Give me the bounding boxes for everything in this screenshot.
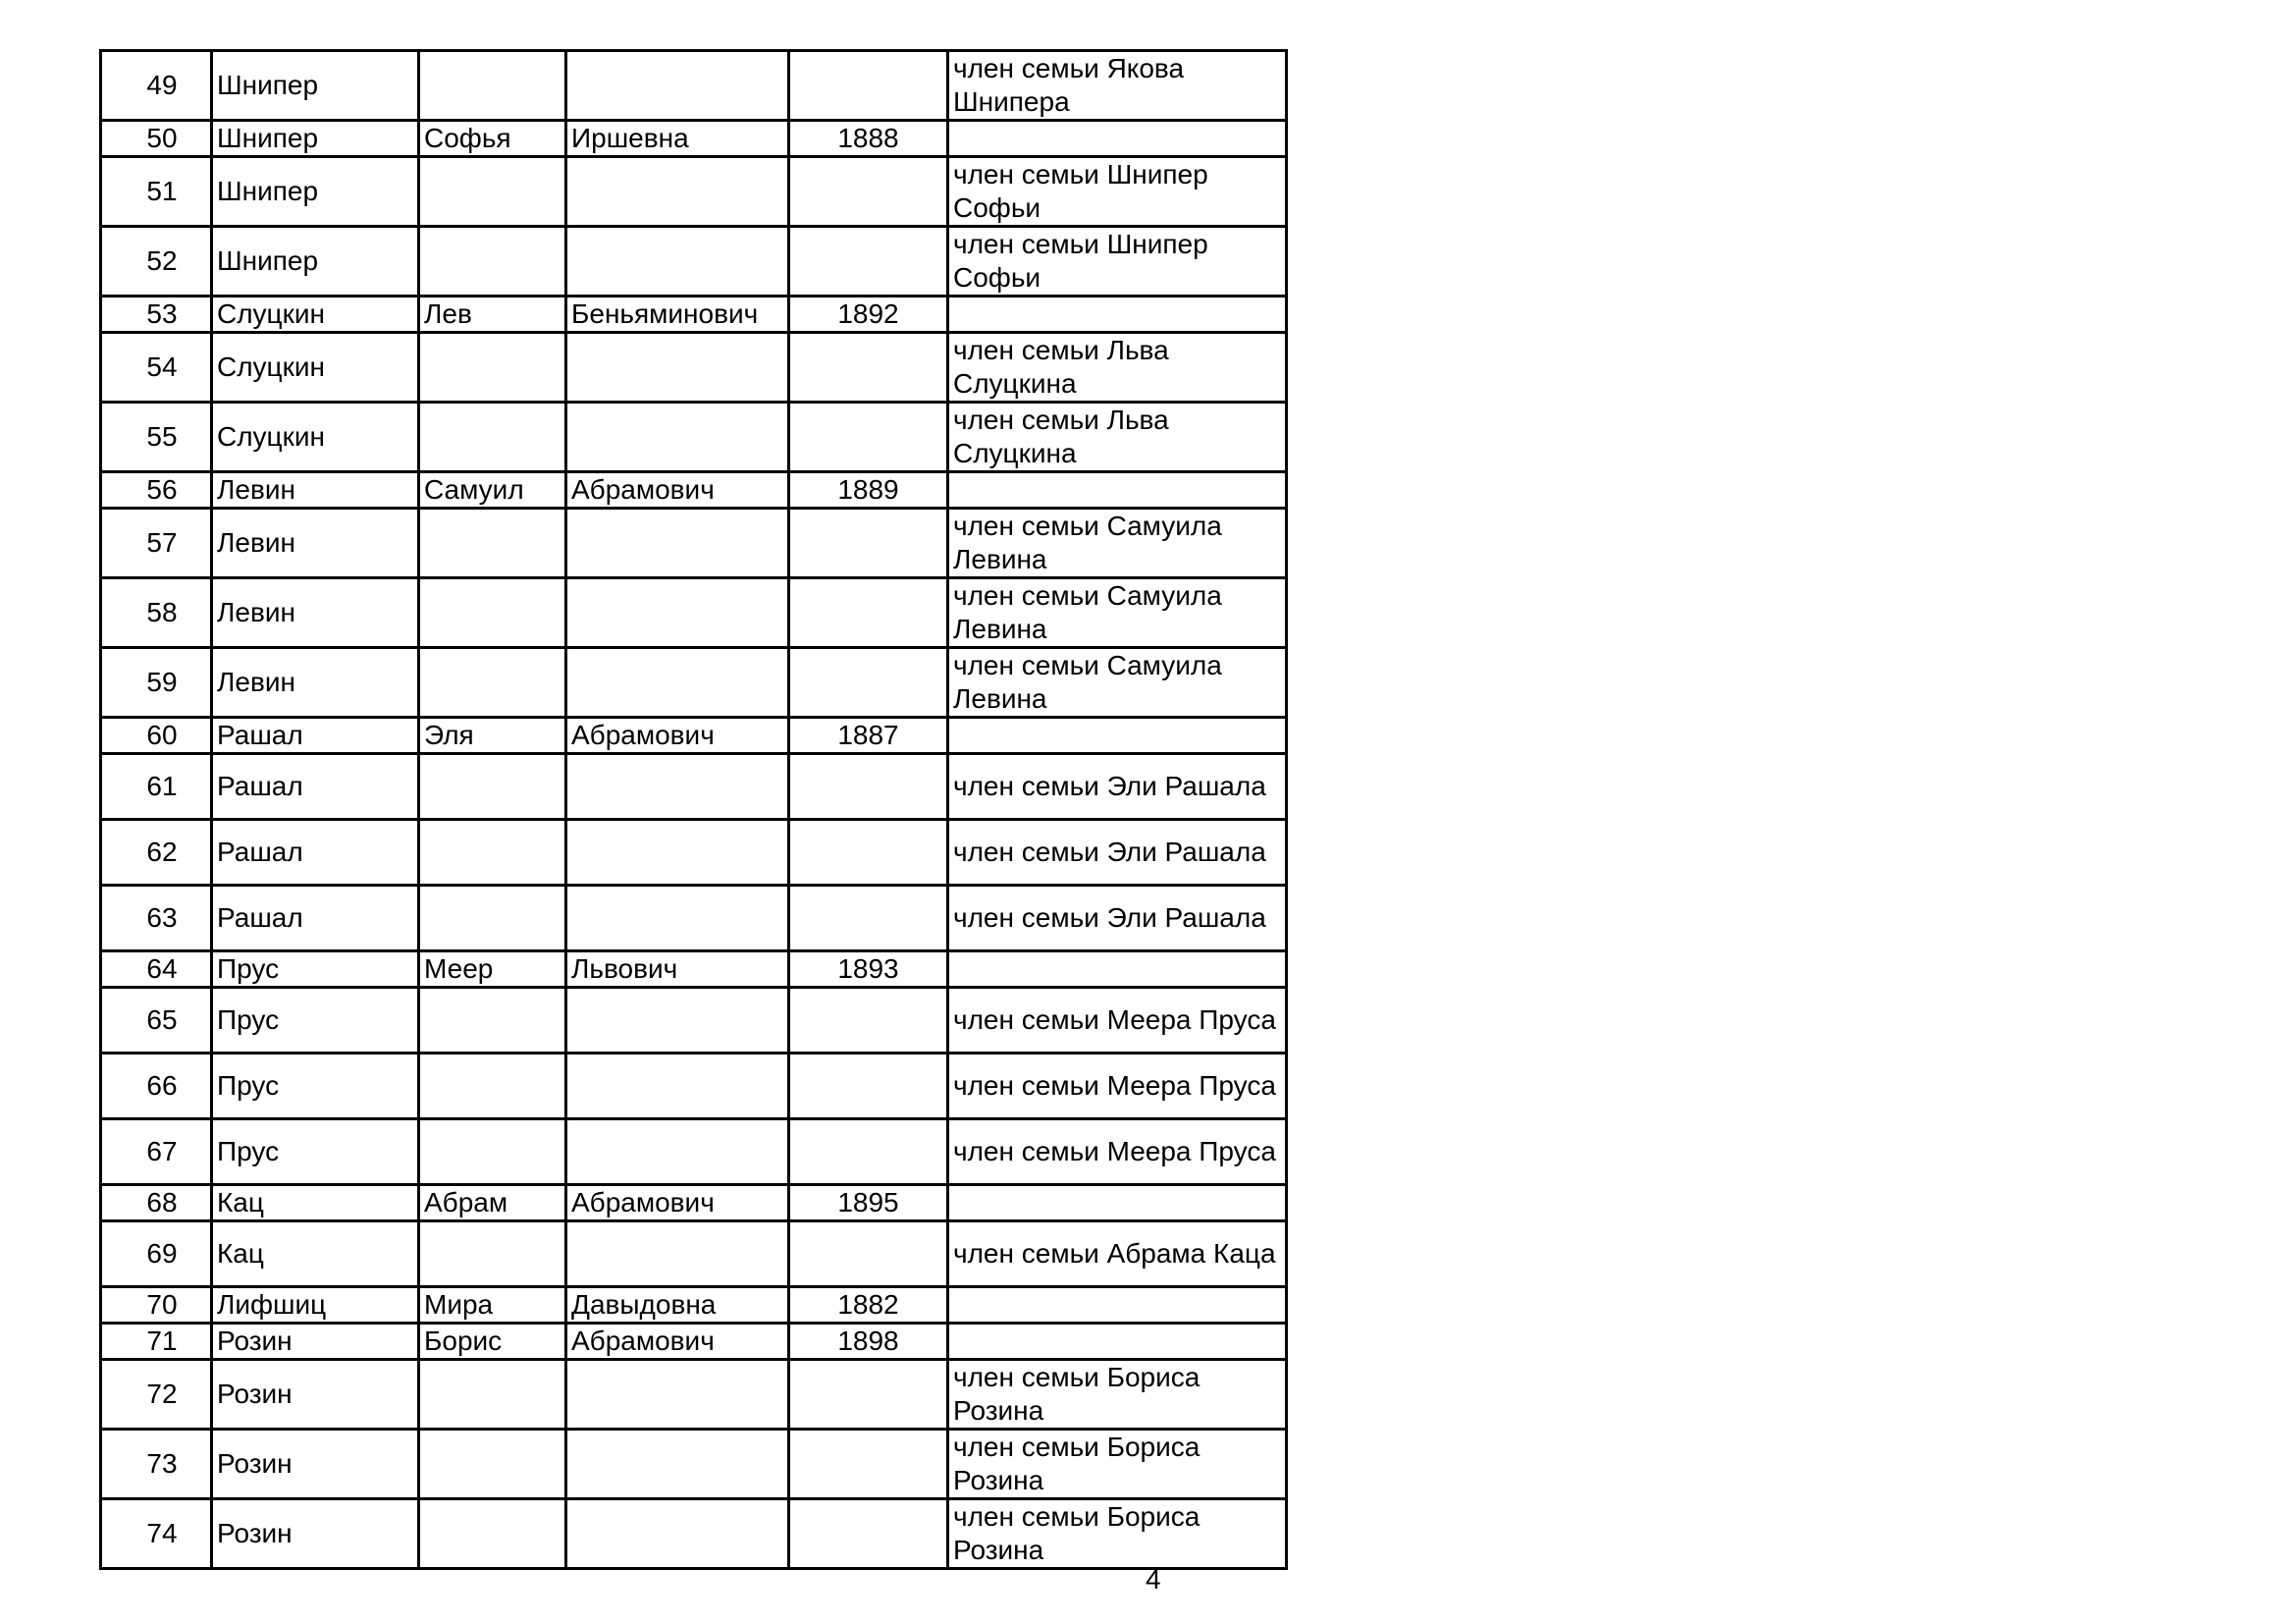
cell-note: член семьи Абрама Каца: [948, 1221, 1287, 1287]
cell-first-name: Борис: [419, 1324, 566, 1360]
table-row: [101, 951, 1287, 988]
cell-patronymic: [566, 51, 789, 121]
cell-note: член семьи Шнипер Софьи: [948, 157, 1287, 227]
cell-note: член семьи Самуила Левина: [948, 509, 1287, 578]
cell-first-name: [419, 578, 566, 648]
cell-surname: Прус: [212, 951, 419, 988]
cell-surname: Рашал: [212, 754, 419, 820]
cell-birth-year: [789, 820, 948, 886]
cell-surname: Левин: [212, 472, 419, 509]
cell-first-name: [419, 648, 566, 718]
cell-birth-year: [789, 988, 948, 1054]
cell-surname: Рашал: [212, 718, 419, 754]
cell-birth-year: [789, 333, 948, 403]
cell-note: [948, 951, 1287, 988]
table-row: [101, 1221, 1287, 1287]
table-body: [101, 51, 1287, 1569]
cell-number: 59: [101, 648, 212, 718]
table-row: [101, 1430, 1287, 1499]
cell-surname: Левин: [212, 578, 419, 648]
cell-first-name: Меер: [419, 951, 566, 988]
cell-first-name: Софья: [419, 121, 566, 157]
table-row: [101, 1119, 1287, 1185]
cell-note: член семьи Льва Слуцкина: [948, 333, 1287, 403]
table-row: [101, 403, 1287, 472]
cell-patronymic: [566, 1430, 789, 1499]
cell-patronymic: Абрамович: [566, 1185, 789, 1221]
cell-birth-year: [789, 754, 948, 820]
table-row: [101, 988, 1287, 1054]
cell-number: 55: [101, 403, 212, 472]
cell-note: [948, 121, 1287, 157]
cell-note: член семьи Эли Рашала: [948, 820, 1287, 886]
cell-surname: Розин: [212, 1499, 419, 1569]
table-row: [101, 578, 1287, 648]
cell-patronymic: [566, 509, 789, 578]
table-row: [101, 718, 1287, 754]
cell-number: 60: [101, 718, 212, 754]
table-row: [101, 1499, 1287, 1569]
cell-number: 50: [101, 121, 212, 157]
cell-patronymic: [566, 333, 789, 403]
cell-patronymic: [566, 1499, 789, 1569]
cell-first-name: [419, 1054, 566, 1119]
cell-surname: Слуцкин: [212, 297, 419, 333]
cell-first-name: [419, 1499, 566, 1569]
table-row: [101, 472, 1287, 509]
cell-birth-year: [789, 509, 948, 578]
cell-surname: Прус: [212, 1119, 419, 1185]
cell-surname: Розин: [212, 1360, 419, 1430]
cell-patronymic: [566, 1119, 789, 1185]
cell-first-name: [419, 820, 566, 886]
cell-number: 62: [101, 820, 212, 886]
cell-note: член семьи Эли Рашала: [948, 754, 1287, 820]
cell-number: 49: [101, 51, 212, 121]
cell-birth-year: [789, 1221, 948, 1287]
cell-note: [948, 1185, 1287, 1221]
cell-patronymic: [566, 754, 789, 820]
cell-patronymic: [566, 227, 789, 297]
cell-note: член семьи Самуила Левина: [948, 578, 1287, 648]
cell-surname: Рашал: [212, 820, 419, 886]
cell-patronymic: [566, 1054, 789, 1119]
cell-first-name: [419, 988, 566, 1054]
cell-surname: Шнипер: [212, 157, 419, 227]
cell-surname: Левин: [212, 648, 419, 718]
cell-birth-year: [789, 648, 948, 718]
cell-surname: Слуцкин: [212, 403, 419, 472]
table-row: [101, 51, 1287, 121]
cell-number: 65: [101, 988, 212, 1054]
cell-number: 70: [101, 1287, 212, 1324]
cell-number: 51: [101, 157, 212, 227]
cell-patronymic: Беньяминович: [566, 297, 789, 333]
table-row: [101, 333, 1287, 403]
cell-first-name: Абрам: [419, 1185, 566, 1221]
cell-note: член семьи Эли Рашала: [948, 886, 1287, 951]
table-row: [101, 509, 1287, 578]
cell-note: член семьи Меера Пруса: [948, 988, 1287, 1054]
cell-number: 58: [101, 578, 212, 648]
cell-first-name: [419, 1360, 566, 1430]
cell-number: 54: [101, 333, 212, 403]
cell-birth-year: 1889: [789, 472, 948, 509]
cell-surname: Рашал: [212, 886, 419, 951]
cell-note: член семьи Бориса Розина: [948, 1360, 1287, 1430]
cell-number: 69: [101, 1221, 212, 1287]
cell-first-name: Лев: [419, 297, 566, 333]
cell-first-name: [419, 157, 566, 227]
cell-birth-year: 1895: [789, 1185, 948, 1221]
cell-note: член семьи Бориса Розина: [948, 1430, 1287, 1499]
cell-first-name: [419, 509, 566, 578]
cell-first-name: [419, 227, 566, 297]
cell-first-name: Эля: [419, 718, 566, 754]
cell-surname: Левин: [212, 509, 419, 578]
cell-note: член семьи Меера Пруса: [948, 1054, 1287, 1119]
cell-surname: Шнипер: [212, 121, 419, 157]
cell-patronymic: [566, 157, 789, 227]
table-row: [101, 1324, 1287, 1360]
cell-surname: Слуцкин: [212, 333, 419, 403]
cell-surname: Кац: [212, 1185, 419, 1221]
cell-surname: Розин: [212, 1430, 419, 1499]
cell-first-name: [419, 1430, 566, 1499]
cell-birth-year: 1882: [789, 1287, 948, 1324]
cell-surname: Лифшиц: [212, 1287, 419, 1324]
table-row: [101, 648, 1287, 718]
cell-note: член семьи Меера Пруса: [948, 1119, 1287, 1185]
cell-first-name: [419, 333, 566, 403]
cell-patronymic: Абрамович: [566, 1324, 789, 1360]
table-row: [101, 1287, 1287, 1324]
table-row: [101, 754, 1287, 820]
table-row: [101, 1185, 1287, 1221]
cell-patronymic: Львович: [566, 951, 789, 988]
cell-birth-year: 1898: [789, 1324, 948, 1360]
cell-first-name: [419, 51, 566, 121]
cell-surname: Шнипер: [212, 51, 419, 121]
cell-birth-year: [789, 1054, 948, 1119]
table-row: [101, 121, 1287, 157]
cell-number: 57: [101, 509, 212, 578]
cell-number: 72: [101, 1360, 212, 1430]
cell-number: 61: [101, 754, 212, 820]
table-row: [101, 297, 1287, 333]
cell-number: 73: [101, 1430, 212, 1499]
cell-birth-year: [789, 1430, 948, 1499]
cell-patronymic: [566, 988, 789, 1054]
cell-birth-year: [789, 51, 948, 121]
cell-number: 56: [101, 472, 212, 509]
cell-birth-year: 1887: [789, 718, 948, 754]
cell-number: 64: [101, 951, 212, 988]
cell-first-name: [419, 1119, 566, 1185]
cell-note: [948, 1287, 1287, 1324]
cell-patronymic: Абрамович: [566, 718, 789, 754]
cell-note: член семьи Самуила Левина: [948, 648, 1287, 718]
cell-number: 52: [101, 227, 212, 297]
table-row: [101, 157, 1287, 227]
table-row: [101, 1360, 1287, 1430]
cell-birth-year: [789, 886, 948, 951]
table-row: [101, 886, 1287, 951]
cell-number: 53: [101, 297, 212, 333]
cell-patronymic: [566, 1221, 789, 1287]
cell-first-name: [419, 403, 566, 472]
cell-patronymic: [566, 648, 789, 718]
cell-birth-year: [789, 403, 948, 472]
cell-birth-year: [789, 1499, 948, 1569]
cell-birth-year: 1893: [789, 951, 948, 988]
cell-patronymic: [566, 820, 789, 886]
cell-note: член семьи Шнипер Софьи: [948, 227, 1287, 297]
cell-surname: Розин: [212, 1324, 419, 1360]
cell-birth-year: [789, 157, 948, 227]
page-number: 4: [1146, 1564, 1161, 1595]
cell-patronymic: [566, 1360, 789, 1430]
cell-surname: Прус: [212, 988, 419, 1054]
cell-number: 67: [101, 1119, 212, 1185]
cell-patronymic: Иршевна: [566, 121, 789, 157]
cell-first-name: Мира: [419, 1287, 566, 1324]
cell-note: [948, 297, 1287, 333]
cell-first-name: [419, 886, 566, 951]
cell-note: член семьи Бориса Розина: [948, 1499, 1287, 1569]
cell-birth-year: [789, 578, 948, 648]
table-row: [101, 227, 1287, 297]
cell-number: 71: [101, 1324, 212, 1360]
table-row: [101, 820, 1287, 886]
cell-birth-year: 1888: [789, 121, 948, 157]
cell-patronymic: Давыдовна: [566, 1287, 789, 1324]
cell-birth-year: [789, 1360, 948, 1430]
cell-note: член семьи Якова Шнипера: [948, 51, 1287, 121]
cell-birth-year: [789, 1119, 948, 1185]
cell-surname: Кац: [212, 1221, 419, 1287]
cell-note: [948, 718, 1287, 754]
cell-patronymic: [566, 403, 789, 472]
cell-number: 74: [101, 1499, 212, 1569]
cell-birth-year: [789, 227, 948, 297]
table-row: [101, 1054, 1287, 1119]
cell-first-name: Самуил: [419, 472, 566, 509]
cell-number: 66: [101, 1054, 212, 1119]
cell-note: [948, 1324, 1287, 1360]
cell-number: 68: [101, 1185, 212, 1221]
cell-surname: Прус: [212, 1054, 419, 1119]
cell-patronymic: [566, 578, 789, 648]
cell-note: [948, 472, 1287, 509]
cell-first-name: [419, 1221, 566, 1287]
registry-table: [99, 49, 1288, 1570]
cell-birth-year: 1892: [789, 297, 948, 333]
cell-surname: Шнипер: [212, 227, 419, 297]
cell-first-name: [419, 754, 566, 820]
cell-patronymic: Абрамович: [566, 472, 789, 509]
cell-number: 63: [101, 886, 212, 951]
cell-note: член семьи Льва Слуцкина: [948, 403, 1287, 472]
cell-patronymic: [566, 886, 789, 951]
